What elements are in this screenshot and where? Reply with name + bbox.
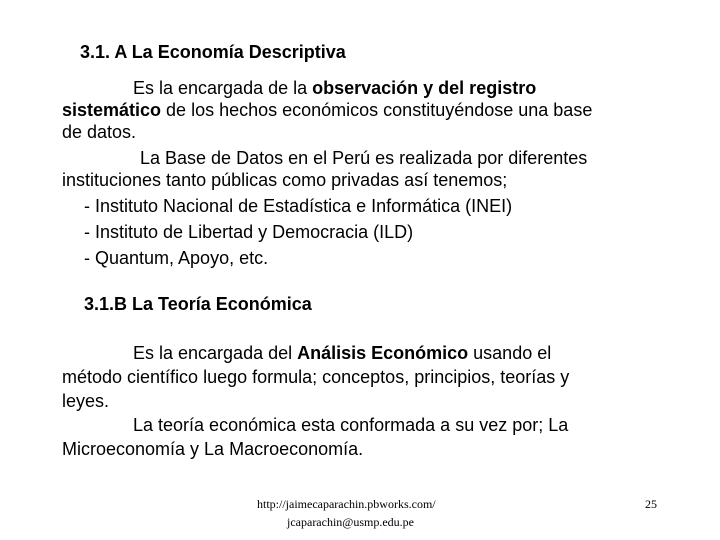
- section-b-paragraph-2-line-2: Microeconomía y La Macroeconomía.: [62, 439, 364, 459]
- footer-url-link[interactable]: http://jaimecaparachin.pbworks.com/: [257, 497, 436, 511]
- section-a-paragraph-1-line-1: [133, 77, 536, 99]
- section-b-paragraph-1-line-3: leyes.: [62, 391, 110, 411]
- bold-text-run: observación y del registro: [312, 78, 537, 98]
- text-run: de los hechos económicos constituyéndose una base: [161, 100, 593, 120]
- institution-list-item: - Instituto Nacional de Estadística e Informática (INEI): [84, 196, 513, 216]
- section-a-paragraph-1-line-2: [62, 99, 592, 121]
- bold-text-run: sistemático: [62, 100, 162, 120]
- section-a-paragraph-1-line-3: de datos.: [62, 122, 137, 142]
- section-a-paragraph-2-line-1: La Base de Datos en el Perú es realizada por diferentes: [140, 148, 588, 168]
- section-b-heading: 3.1.B La Teoría Económica: [84, 294, 312, 314]
- section-a-paragraph-2-line-2: instituciones tanto públicas como privadas así tenemos;: [62, 170, 508, 190]
- footer-email-link[interactable]: jcaparachin@usmp.edu.pe: [287, 515, 415, 529]
- bold-text-run: Análisis Económico: [297, 343, 469, 363]
- text-run: Es la encargada del: [133, 343, 298, 363]
- institution-list-item: - Instituto de Libertad y Democracia (ILD): [84, 222, 414, 242]
- section-a-heading: 3.1. A La Economía Descriptiva: [80, 42, 346, 62]
- section-b-paragraph-2-line-1: La teoría económica esta conformada a su vez por; La: [133, 415, 569, 435]
- text-run: usando el: [468, 343, 552, 363]
- institution-list-item: - Quantum, Apoyo, etc.: [84, 248, 269, 268]
- text-run: Es la encargada de la: [133, 78, 313, 98]
- section-b-paragraph-1-line-2: método científico luego formula; conceptos, principios, teorías y: [62, 367, 570, 387]
- section-b-paragraph-1-line-1: [133, 342, 551, 364]
- page-number: 25: [645, 497, 657, 511]
